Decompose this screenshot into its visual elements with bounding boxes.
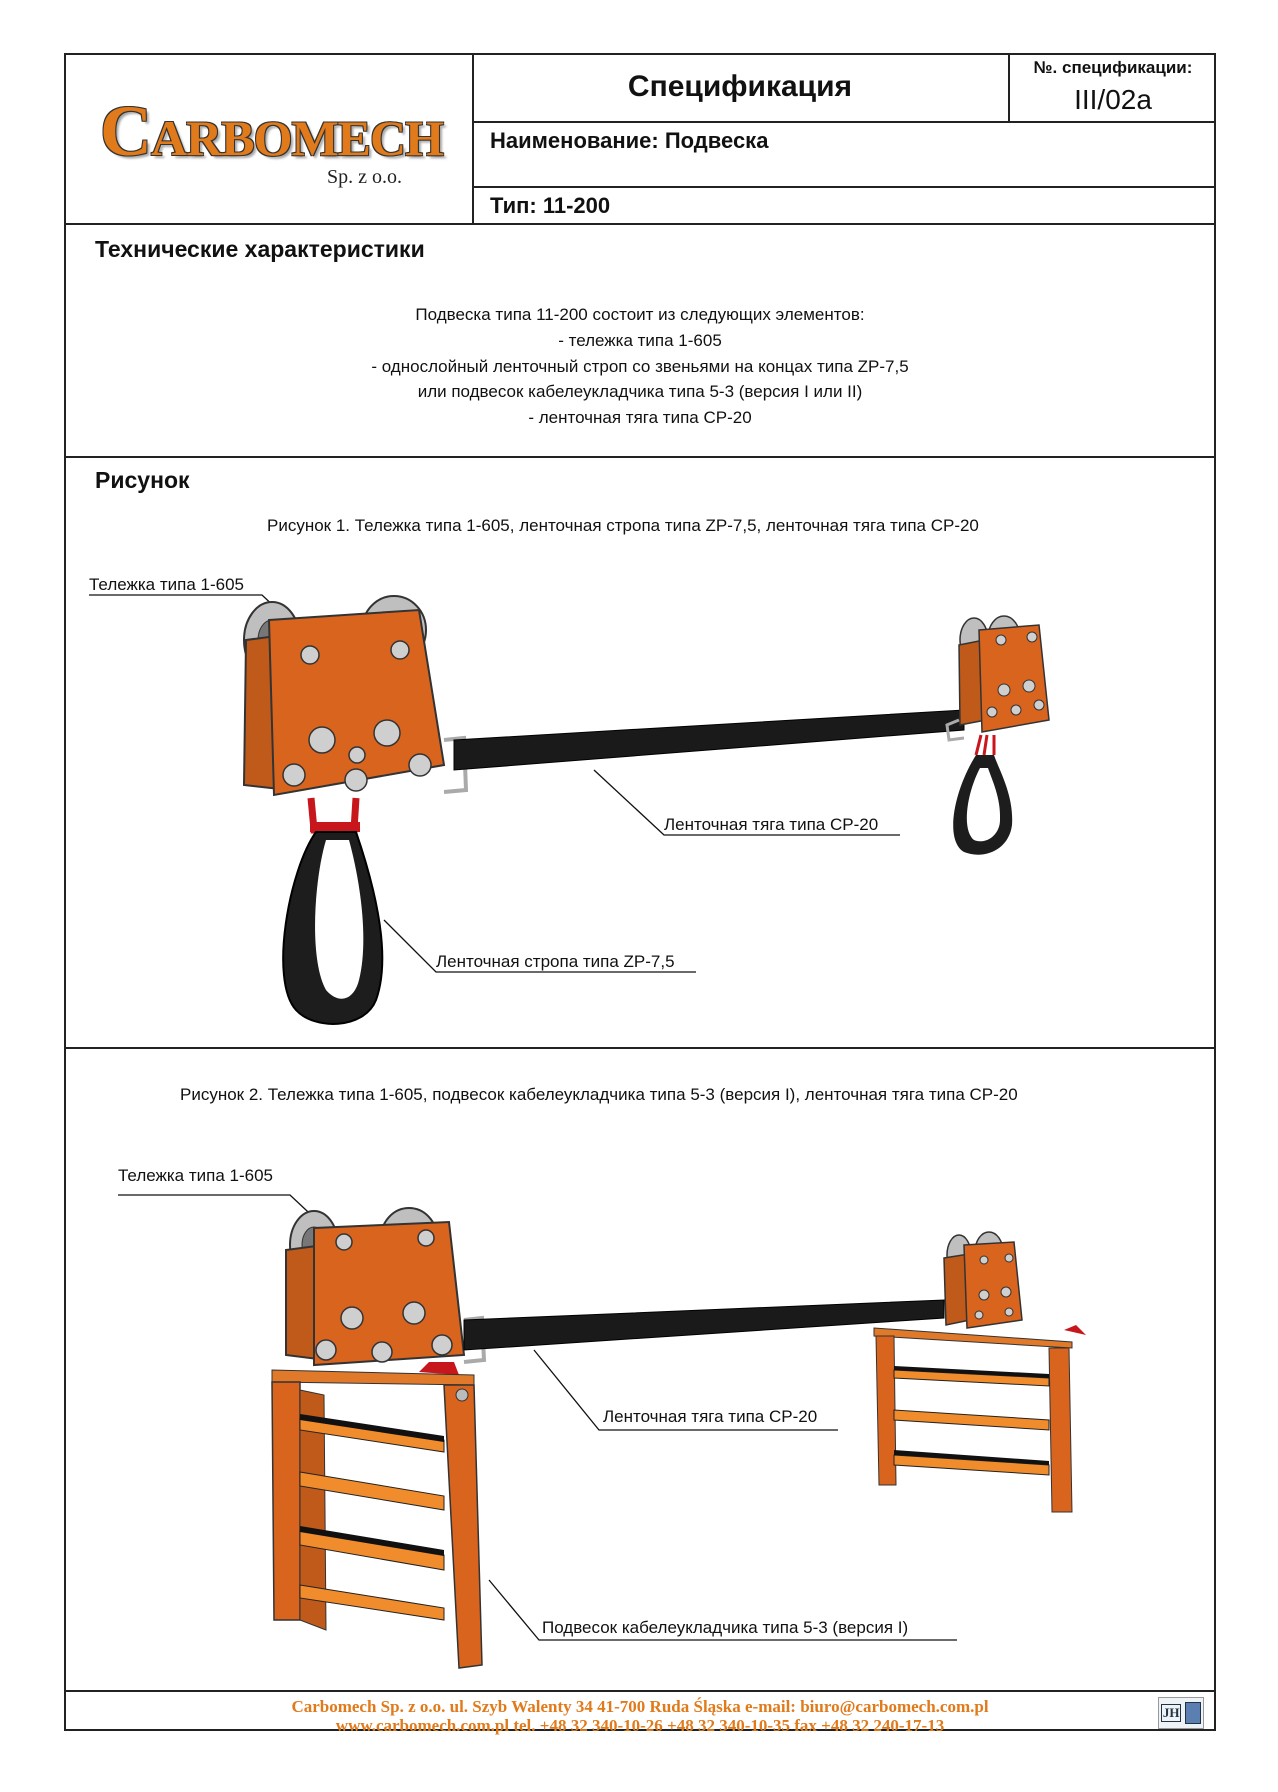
logo-subtitle: Sp. z o.o. <box>327 166 402 188</box>
fig1-belt-rod <box>454 710 964 770</box>
spec-number-value: III/02a <box>1074 84 1152 115</box>
fig2-belt-rod <box>464 1300 944 1350</box>
company-logo <box>100 90 443 173</box>
badge-jh-mark: JH <box>1162 1705 1180 1720</box>
header-bottom-line <box>64 223 1216 225</box>
footer-address: Carbomech Sp. z o.o. ul. Szyb Walenty 34 41-700 Ruda Śląska e-mail: biuro@carbomech.com.pl <box>291 1697 989 1716</box>
header-divider-h2 <box>472 186 1216 188</box>
page-title: Спецификация <box>627 70 853 103</box>
fig1-trolley-large <box>244 596 466 832</box>
footer-top-line <box>64 1690 1216 1692</box>
fig1-bottom-line <box>64 1047 1216 1049</box>
fig2-trolley-large <box>286 1208 484 1375</box>
tech-bottom-line <box>64 456 1216 458</box>
fig1-label-trolley: Тележка типа 1-605 <box>89 575 245 594</box>
tech-line-3: - однослойный ленточный строп со звеньями на концах типа ZP-7,5 <box>371 357 909 376</box>
fig1-label-rod: Ленточная тяга типа CP-20 <box>664 815 879 834</box>
fig2-label-rod: Ленточная тяга типа CP-20 <box>603 1407 818 1426</box>
certification-badge <box>1158 1697 1204 1729</box>
logo-text: CARBOMECH <box>100 91 443 171</box>
tech-line-5: - ленточная тяга типа CP-20 <box>528 408 752 427</box>
tech-line-2: - тележка типа 1-605 <box>558 331 722 350</box>
product-type: Тип: 11-200 <box>490 193 611 218</box>
fig2-label-hanger: Подвесок кабелеукладчика типа 5-3 (версия I) <box>542 1618 909 1637</box>
badge-cert-icon <box>1185 1702 1201 1724</box>
fig1-label-sling: Ленточная стропа типа ZP-7,5 <box>436 952 675 971</box>
fig2-hanger-small <box>874 1328 1072 1512</box>
figures-heading: Рисунок <box>95 467 190 493</box>
fig2-caption: Рисунок 2. Тележка типа 1-605, подвесок кабелеукладчика типа 5-3 (версия I), ленточная тяга типа CP-20 <box>180 1085 1018 1104</box>
fig1-trolley-small <box>947 616 1049 855</box>
fig1-caption: Рисунок 1. Тележка типа 1-605, ленточная стропа типа ZP-7,5, ленточная тяга типа CP-20 <box>267 516 979 535</box>
header-divider-h1 <box>472 121 1216 123</box>
spec-number-label: №. спецификации: <box>1033 58 1193 77</box>
product-name: Наименование: Подвеска <box>490 128 769 153</box>
fig2-trolley-small <box>944 1232 1086 1335</box>
fig2-label-trolley: Тележка типа 1-605 <box>118 1166 274 1185</box>
fig2-hanger-large <box>272 1370 482 1668</box>
footer-contacts: www.carbomech.com.pl tel. +48 32 340-10-26 +48 32 340-10-35 fax +48 32 240-17-13 <box>335 1716 945 1735</box>
tech-heading: Технические характеристики <box>95 236 425 262</box>
tech-line-4: или подвесок кабелеукладчика типа 5-3 (версия I или II) <box>417 382 863 401</box>
tech-line-1: Подвеска типа 11-200 состоит из следующих элементов: <box>415 305 865 324</box>
